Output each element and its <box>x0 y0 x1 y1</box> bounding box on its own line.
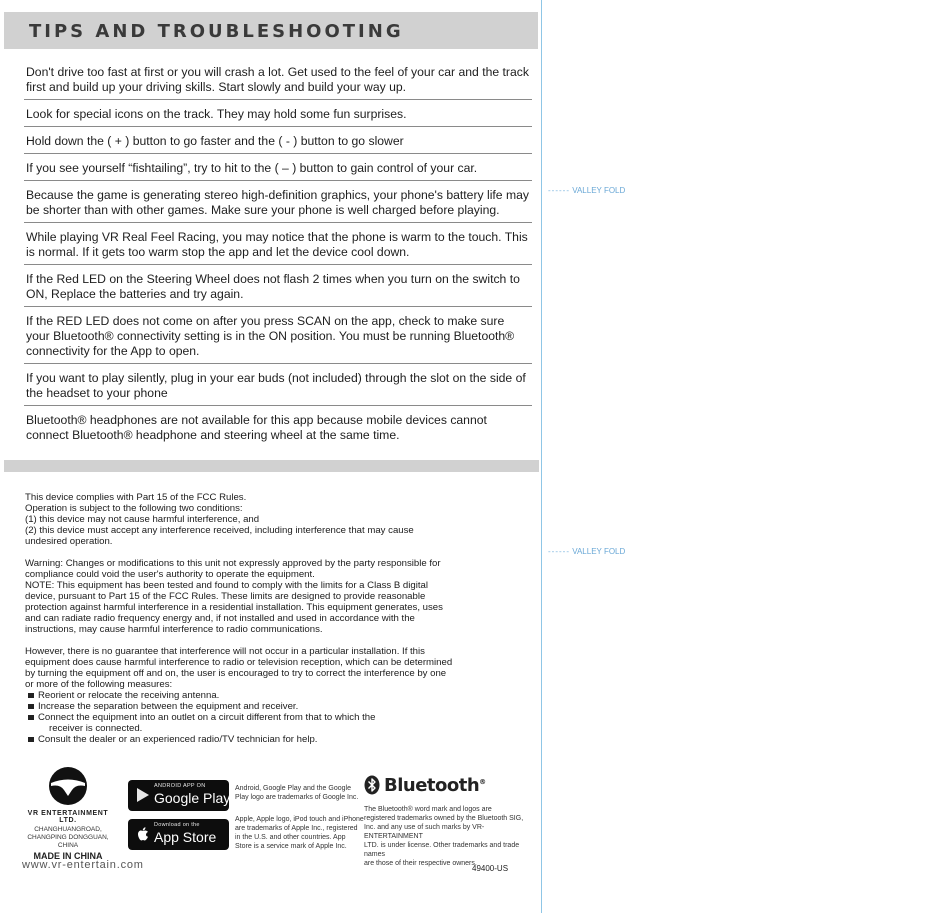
fcc-line: instructions, may cause harmful interference to radio communications. <box>25 624 323 635</box>
tip-item: Hold down the ( + ) button to go faster and the ( - ) button to go slower <box>24 132 532 154</box>
measures-list <box>25 690 505 745</box>
google-play-badge[interactable] <box>128 780 229 811</box>
fcc-line: compliance could void the user's authority to operate the equipment. <box>25 569 315 580</box>
website-link[interactable]: www.vr-entertain.com <box>22 859 144 871</box>
made-in-label: MADE IN CHINA <box>33 851 103 861</box>
tip-item: If the RED LED does not come on after you press SCAN on the app, check to make sure your Bluetooth® connectivity setting is in the ON position. You must be running Bluetooth® connectivity for the App to open. <box>24 312 532 364</box>
fold-dash: ------ <box>548 547 570 556</box>
fcc-paragraph-compliance <box>25 492 505 547</box>
fcc-line: by turning the equipment off and on, the user is encouraged to try to correct the interference by one <box>25 668 447 679</box>
badge-title: Google Play <box>154 790 231 806</box>
note-line: LTD. is under license. Other trademarks and trade names <box>364 842 520 858</box>
bluetooth-icon <box>364 775 380 795</box>
tip-item: Bluetooth® headphones are not available for this app because mobile devices cannot connect Bluetooth® headphone and steering wheel at the same time. <box>26 413 487 442</box>
tip-item: While playing VR Real Feel Racing, you may notice that the phone is warm to the touch. This is normal. If it gets too warm stop the app and let the device cool down. <box>24 228 532 265</box>
part-number: 49400-US <box>472 864 509 873</box>
company-name: VR ENTERTAINMENT LTD. <box>27 810 109 824</box>
fcc-line: This device complies with Part 15 of the FCC Rules. <box>25 492 247 503</box>
valley-fold-label-bottom <box>548 547 625 556</box>
note-line: Apple, Apple logo, iPod touch and iPhone <box>235 816 364 823</box>
tips-list <box>24 63 532 452</box>
fcc-line: or more of the following measures: <box>25 679 173 690</box>
apple-icon <box>135 826 151 842</box>
fcc-line: and can radiate radio frequency energy and, if not installed and used in accordance with the <box>25 613 415 624</box>
badge-title: App Store <box>154 829 217 845</box>
measure-continuation: receiver is connected. <box>49 723 143 734</box>
tip-item: Don't drive too fast at first or you will crash a lot. Get used to the feel of your car and the track first and build up your driving skills. Start slowly and build your way up. <box>24 63 532 100</box>
tip-item: If you see yourself “fishtailing”, try to hit to the ( – ) button to gain control of your car. <box>24 159 532 181</box>
measure-item: Reorient or relocate the receiving antenna. <box>25 690 505 701</box>
fcc-paragraph-guarantee <box>25 646 505 745</box>
fcc-line: Operation is subject to the following two conditions: <box>25 503 243 514</box>
badge-caption: Download on the <box>154 822 200 828</box>
note-line: Android, Google Play and the Google <box>235 785 351 792</box>
measure-item: Increase the separation between the equipment and receiver. <box>25 701 505 712</box>
tip-item: Because the game is generating stereo high-definition graphics, your phone's battery life may be shorter than with other games. Make sure your phone is well charged before playing. <box>24 186 532 223</box>
tip-item: If you want to play silently, plug in your ear buds (not included) through the slot on the side of the headset to your phone <box>24 369 532 406</box>
bluetooth-wordmark <box>384 775 486 796</box>
tip-item: Look for special icons on the track. They may hold some fun surprises. <box>24 105 532 127</box>
fcc-line: NOTE: This equipment has been tested and found to comply with the limits for a Class B digital <box>25 580 428 591</box>
company-address <box>18 826 118 850</box>
tip-item: If the Red LED on the Steering Wheel does not flash 2 times when you turn on the switch to ON, Replace the batteries and try again. <box>24 270 532 307</box>
measure-item: Consult the dealer or an experienced radio/TV technician for help. <box>25 734 505 745</box>
fcc-line: (1) this device may not cause harmful interference, and <box>25 514 260 525</box>
valley-fold-label-top <box>548 186 625 195</box>
page-title: TIPS AND TROUBLESHOOTING <box>29 21 404 42</box>
google-trademark-note <box>235 784 358 802</box>
address-line: CHANGHUANGROAD, <box>34 826 102 833</box>
fcc-line: device, pursuant to Part 15 of the FCC Rules. These limits are designed to provide reasonable <box>25 591 426 602</box>
note-line: Play logo are trademarks of Google Inc. <box>235 794 359 801</box>
note-line: Inc. and any use of such marks by VR-ENTERTAINMENT <box>364 824 485 840</box>
note-line: are trademarks of Apple Inc., registered <box>235 825 358 832</box>
vr-entertainment-logo-icon <box>48 766 88 806</box>
fcc-line: undesired operation. <box>25 536 113 547</box>
fold-line <box>541 0 542 913</box>
bluetooth-logo <box>364 774 486 796</box>
fcc-line: equipment does cause harmful interference to radio or television reception, which can be determined <box>25 657 453 668</box>
note-line: in the U.S. and other countries. App <box>235 834 346 841</box>
fcc-line: protection against harmful interference in a residential installation. This equipment generates, uses <box>25 602 443 613</box>
fcc-line: Warning: Changes or modifications to this unit not expressly approved by the party responsible for <box>25 558 441 569</box>
address-line: CHANGPING DONGGUAN, CHINA <box>27 834 109 849</box>
fold-text: VALLEY FOLD <box>572 186 626 195</box>
fcc-paragraph-warning <box>25 558 505 635</box>
section-divider-bar <box>4 460 539 472</box>
badge-caption: ANDROID APP ON <box>154 783 206 789</box>
header-bar <box>4 12 538 49</box>
fold-text: VALLEY FOLD <box>572 547 626 556</box>
fcc-line: (2) this device must accept any interference received, including interference that may cause <box>25 525 414 536</box>
bluetooth-word: Bluetooth <box>384 774 480 796</box>
measure-item: Connect the equipment into an outlet on a circuit different from that to which the <box>25 712 505 723</box>
note-line: registered trademarks owned by the Bluetooth SIG, <box>364 815 524 822</box>
company-block <box>18 766 118 861</box>
apple-trademark-note <box>235 815 364 851</box>
note-line: Store is a service mark of Apple Inc. <box>235 843 347 850</box>
fcc-line: However, there is no guarantee that interference will not occur in a particular installation. If this <box>25 646 425 657</box>
google-play-icon <box>135 787 151 803</box>
note-line: The Bluetooth® word mark and logos are <box>364 806 492 813</box>
fcc-statement <box>25 492 505 745</box>
app-store-badge[interactable] <box>128 819 229 850</box>
registered-mark: ® <box>479 777 486 786</box>
fold-dash: ------ <box>548 186 570 195</box>
bluetooth-trademark-note <box>364 805 539 868</box>
note-line: are those of their respective owners. <box>364 860 477 867</box>
